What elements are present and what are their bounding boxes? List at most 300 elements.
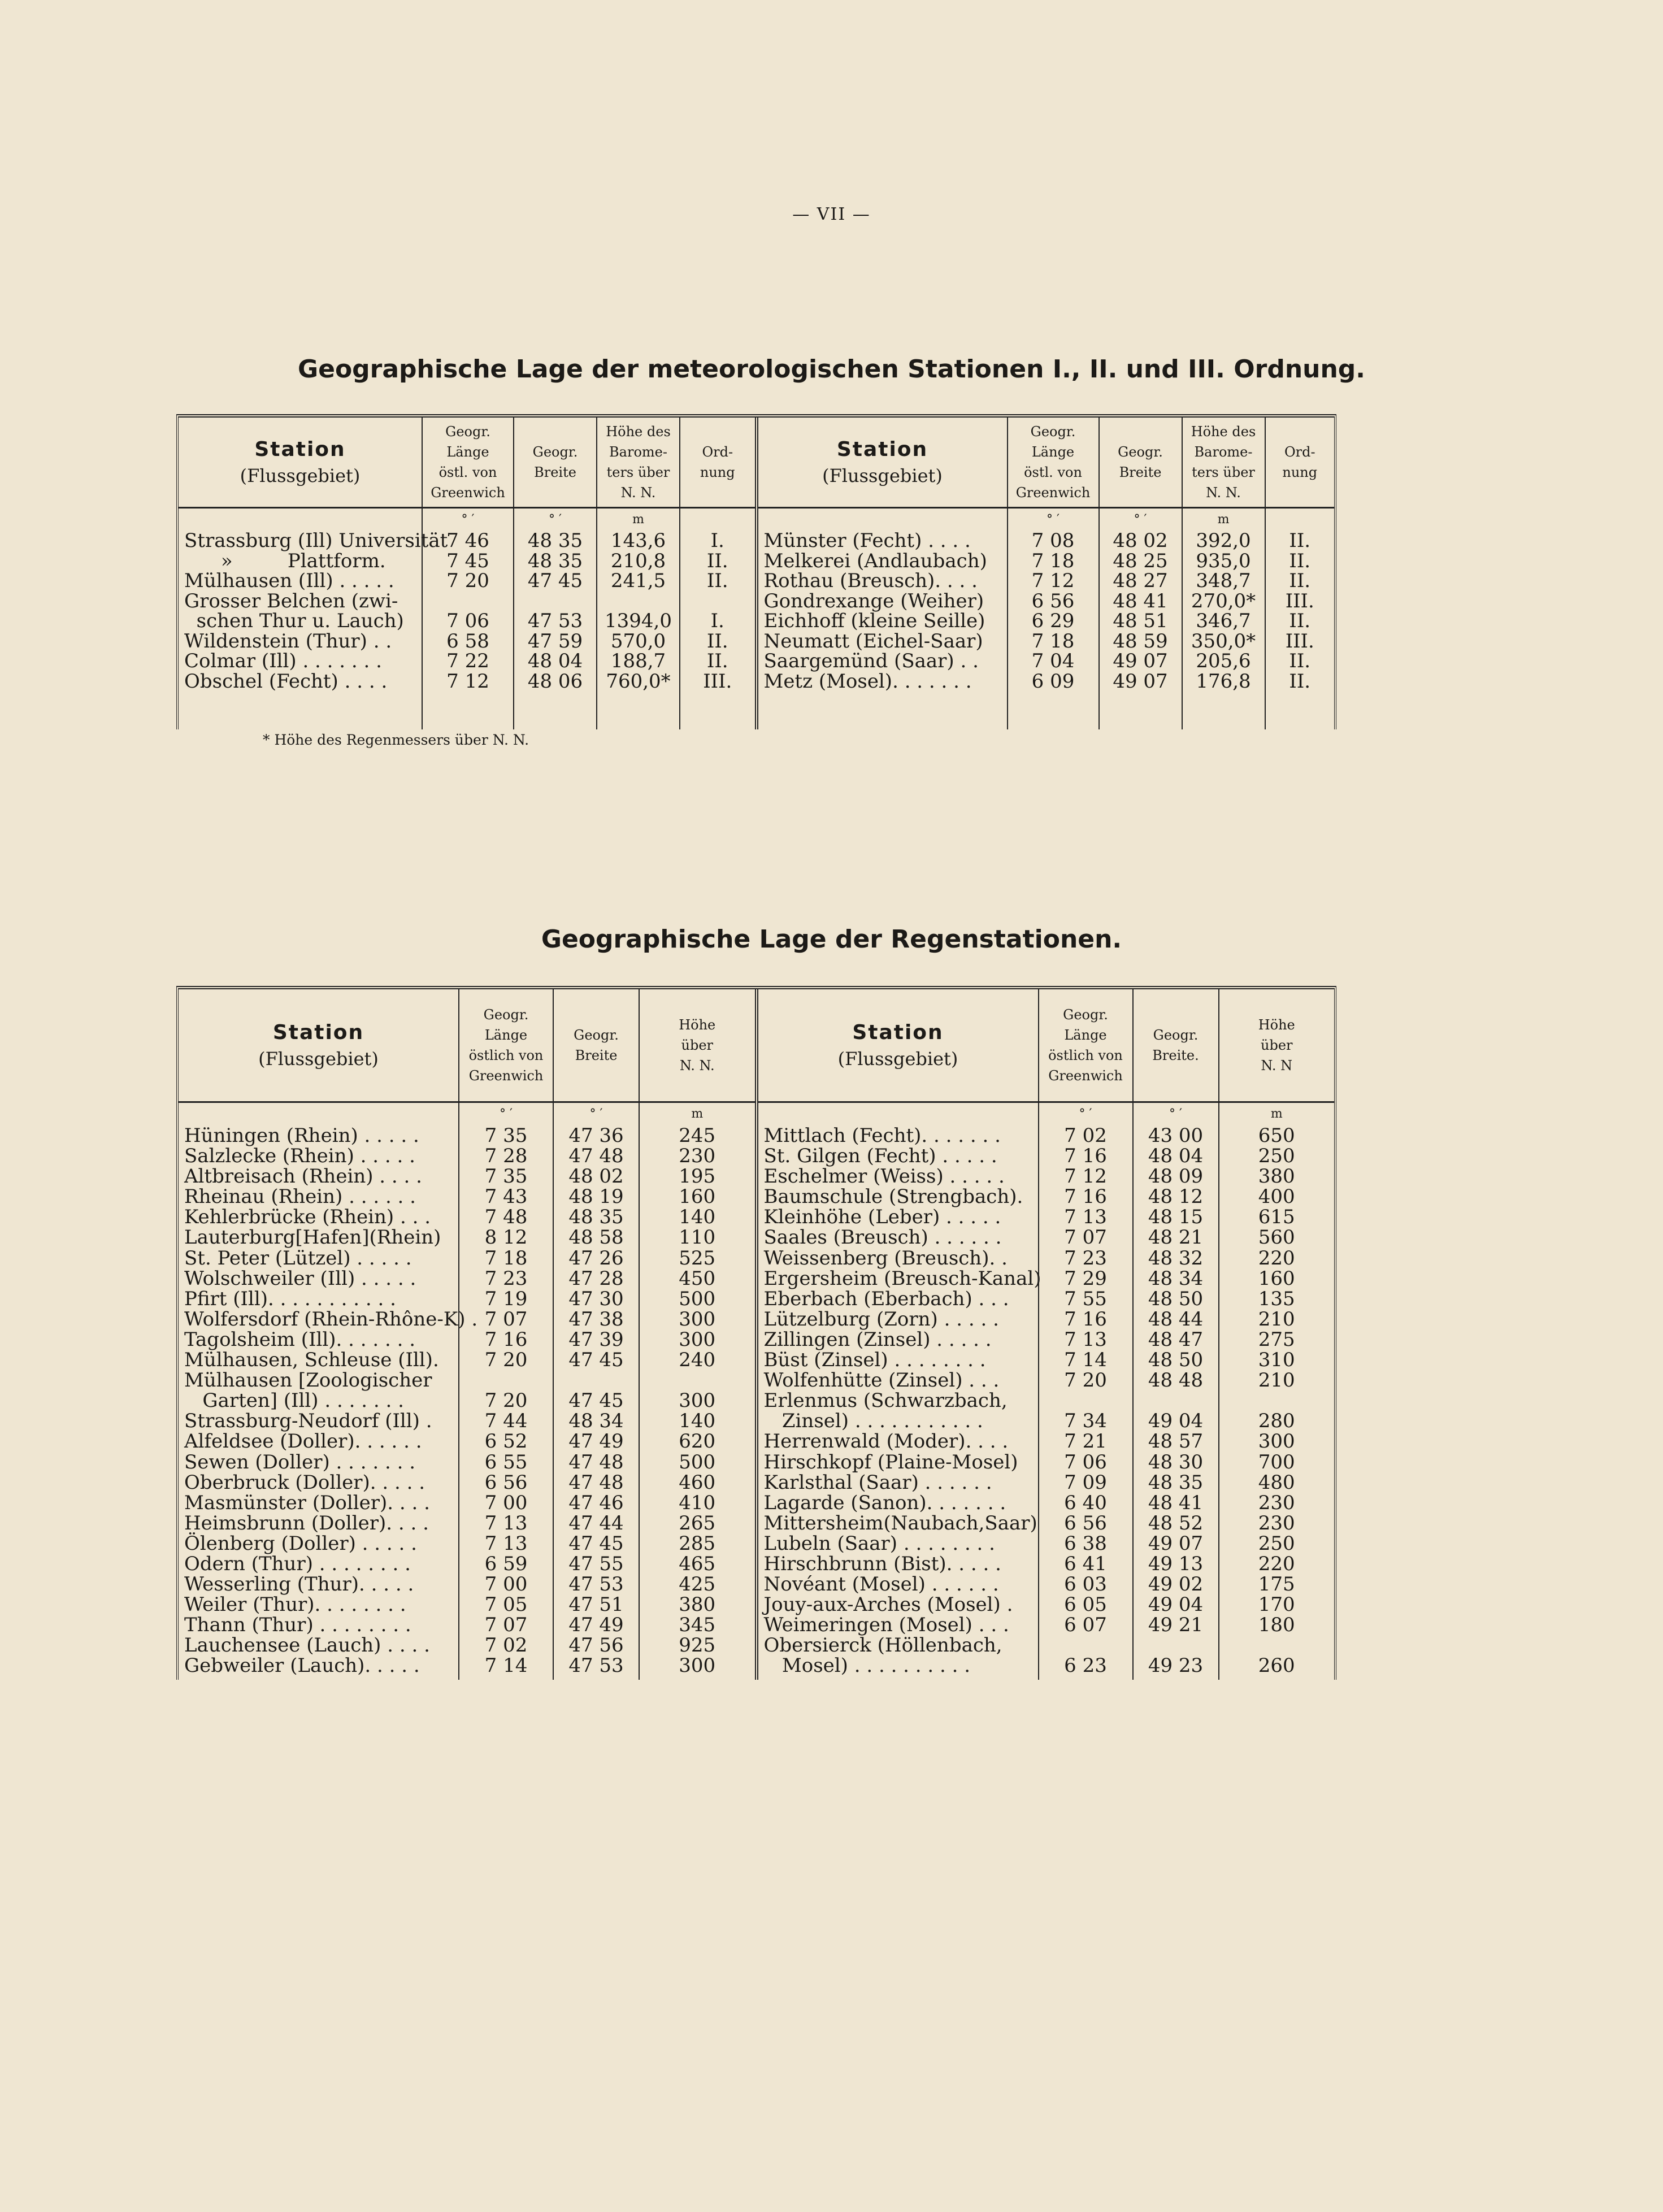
breite-value: 48 50 — [1148, 1287, 1204, 1310]
breite-value: 48 41 — [1113, 589, 1168, 612]
ordnung-value: II. — [706, 629, 728, 653]
station-name: Odern (Thur) . . . . . . . . — [184, 1552, 411, 1575]
hoehe-value — [1219, 1390, 1335, 1411]
breite-value: 48 30 — [1148, 1450, 1204, 1474]
breite-header: Geogr. Breite — [1100, 418, 1182, 509]
laenge-value: 7 20 — [446, 570, 489, 592]
hoehe-value: 300 — [679, 1389, 716, 1413]
station-name: Tagolsheim (Ill). . . . . . . — [184, 1328, 416, 1351]
laenge-value: 7 07 — [484, 1614, 528, 1637]
hoehe-header: Höhe des Barome- ters über N. N. — [597, 418, 679, 509]
hoehe-value — [597, 592, 679, 612]
hoehe-value: 300 — [679, 1328, 716, 1351]
hoehe-value: 380 — [1258, 1165, 1295, 1188]
laenge-value: 6 55 — [484, 1450, 528, 1474]
station-name: Saales (Breusch) . . . . . . — [763, 1226, 1002, 1249]
breite-value: 47 46 — [568, 1491, 624, 1514]
hoehe-value: 285 — [679, 1532, 716, 1555]
hoehe-header: Höhe über N. N — [1219, 989, 1335, 1103]
laenge-value: 7 18 — [484, 1246, 528, 1270]
hoehe-value: 392,0 — [1196, 529, 1251, 552]
laenge-value: 8 12 — [484, 1226, 528, 1249]
laenge-value — [1039, 1635, 1132, 1655]
station-name: Strassburg (Ill) Universität — [184, 529, 448, 552]
station-name: Zillingen (Zinsel) . . . . . — [763, 1328, 992, 1351]
hoehe-value: 280 — [1258, 1410, 1295, 1433]
laenge-header: Geogr. Länge östl. von Greenwich — [1008, 418, 1098, 509]
laenge-value — [459, 1370, 553, 1390]
breite-value: 48 35 — [568, 1206, 624, 1229]
hoehe-value: 230 — [1258, 1511, 1295, 1535]
laenge-value: 6 05 — [1064, 1593, 1107, 1616]
laenge-header: Geogr. Länge östl. von Greenwich — [423, 418, 513, 509]
hoehe-value: 425 — [679, 1573, 716, 1596]
laenge-value: 7 04 — [1031, 650, 1075, 672]
breite-value: 47 48 — [568, 1471, 624, 1494]
ordnung-value: II. — [1289, 650, 1311, 672]
laenge-value: 7 35 — [484, 1165, 528, 1188]
hoehe-value: 176,8 — [1196, 670, 1251, 693]
breite-value: 48 25 — [1113, 549, 1168, 572]
breite-value: 48 19 — [568, 1185, 624, 1209]
ordnung-value: III. — [703, 670, 732, 693]
laenge-value: 7 13 — [484, 1511, 528, 1535]
breite-value: 48 47 — [1148, 1328, 1204, 1351]
station-name: Hirschkopf (Plaine-Mosel) — [763, 1450, 1018, 1474]
laenge-value: 7 20 — [1064, 1369, 1107, 1392]
ordnung-value: II. — [1289, 549, 1311, 572]
laenge-value: 7 16 — [1064, 1145, 1107, 1168]
station-name: Altbreisach (Rhein) . . . . — [184, 1165, 422, 1188]
station-name: Salzlecke (Rhein) . . . . . — [184, 1145, 415, 1168]
hoehe-value: 188,7 — [610, 650, 666, 672]
station-name: Colmar (Ill) . . . . . . . — [184, 650, 382, 672]
rain-stations-table — [176, 986, 1336, 1680]
station-name: Mosel) . . . . . . . . . . — [763, 1654, 971, 1678]
laenge-header: Geogr. Länge östlich von Greenwich — [459, 989, 553, 1103]
station-name: Weimeringen (Mosel) . . . — [763, 1614, 1009, 1637]
breite-value: 48 02 — [568, 1165, 624, 1188]
breite-value: 47 45 — [568, 1389, 624, 1413]
breite-value: 48 41 — [1148, 1491, 1204, 1514]
station-name: Jouy-aux-Arches (Mosel) . — [763, 1593, 1013, 1616]
laenge-value: 7 23 — [484, 1267, 528, 1290]
laenge-value: 7 02 — [484, 1634, 528, 1657]
table1-left-half — [179, 418, 758, 729]
station-name: Karlsthal (Saar) . . . . . . — [763, 1471, 992, 1494]
hoehe-value: 140 — [679, 1206, 716, 1229]
table1-right-half — [758, 418, 1335, 729]
laenge-value: 6 41 — [1064, 1552, 1107, 1575]
hoehe-value: 160 — [1258, 1267, 1295, 1290]
hoehe-column: Höhe über N. N m 650 250 380 400 615 560 220 160 135 210 275 310 210 280 300 700 480 230 230 250 220 175 170 180 260 — [1218, 989, 1335, 1680]
table2-right-half — [758, 989, 1335, 1680]
laenge-value: 7 48 — [484, 1206, 528, 1229]
station-name: Ölenberg (Doller) . . . . . — [184, 1532, 417, 1555]
station-name: Wolfersdorf (Rhein-Rhône-K) . — [184, 1307, 478, 1331]
breite-value: 47 56 — [568, 1634, 624, 1657]
laenge-value: 7 45 — [446, 549, 489, 572]
breite-value: 47 44 — [568, 1511, 624, 1535]
station-name: Alfeldsee (Doller). . . . . . — [184, 1430, 422, 1453]
laenge-value: 6 38 — [1064, 1532, 1107, 1555]
hoehe-value: 210,8 — [610, 549, 666, 572]
hoehe-value: 310 — [1258, 1349, 1295, 1372]
laenge-header: Geogr. Länge östlich von Greenwich — [1039, 989, 1132, 1103]
ordnung-value: III. — [1285, 629, 1314, 653]
station-column — [179, 418, 448, 729]
laenge-value: 7 16 — [484, 1328, 528, 1351]
breite-value: 48 44 — [1148, 1307, 1204, 1331]
laenge-value: 7 44 — [484, 1410, 528, 1433]
station-header: Station (Flussgebiet) — [758, 418, 1007, 509]
breite-value: 48 06 — [527, 670, 583, 693]
breite-value: 49 02 — [1148, 1573, 1204, 1596]
breite-value: 49 23 — [1148, 1654, 1204, 1678]
laenge-value: 7 19 — [484, 1287, 528, 1310]
hoehe-value: 348,7 — [1196, 570, 1251, 592]
laenge-value: 7 00 — [484, 1573, 528, 1596]
breite-value — [514, 592, 596, 612]
hoehe-value: 205,6 — [1196, 650, 1251, 672]
breite-value: 47 59 — [527, 629, 583, 653]
breite-value: 47 26 — [568, 1246, 624, 1270]
station-name: Oberbruck (Doller). . . . . — [184, 1471, 425, 1494]
ordnung-header: Ord- nung — [1266, 418, 1335, 509]
station-column — [179, 989, 478, 1680]
laenge-value: 7 07 — [1064, 1226, 1107, 1249]
laenge-value: 7 12 — [1031, 570, 1075, 592]
hoehe-header: Höhe des Barome- ters über N. N. — [1183, 418, 1265, 509]
laenge-value: 6 29 — [1031, 610, 1075, 632]
laenge-value — [423, 592, 513, 612]
hoehe-value: 110 — [679, 1226, 716, 1249]
ordnung-value: I. — [710, 529, 724, 552]
hoehe-value: 620 — [679, 1430, 716, 1453]
ordnung-value — [680, 592, 755, 612]
hoehe-value: 241,5 — [610, 570, 666, 592]
laenge-value: 6 59 — [484, 1552, 528, 1575]
hoehe-value: 650 — [1258, 1124, 1295, 1147]
laenge-value: 7 43 — [484, 1185, 528, 1209]
breite-value: 47 53 — [568, 1573, 624, 1596]
hoehe-value: 300 — [679, 1307, 716, 1331]
hoehe-value: 570,0 — [610, 629, 666, 653]
breite-value: 49 07 — [1113, 650, 1168, 672]
breite-value: 47 49 — [568, 1430, 624, 1453]
station-names — [179, 1124, 478, 1678]
hoehe-value: 180 — [1258, 1614, 1295, 1637]
station-name: Strassburg-Neudorf (Ill) . — [184, 1410, 432, 1433]
station-name: Kehlerbrücke (Rhein) . . . — [184, 1206, 431, 1229]
laenge-value: 6 58 — [446, 629, 489, 653]
ordnung-value: II. — [1289, 570, 1311, 592]
station-name: St. Peter (Lützel) . . . . . — [184, 1246, 412, 1270]
breite-value: 47 53 — [527, 610, 583, 632]
laenge-value: 7 13 — [1064, 1328, 1107, 1351]
station-name: Mülhausen (Ill) . . . . . — [184, 570, 394, 592]
ordnung-value: II. — [706, 650, 728, 672]
laenge-value: 7 55 — [1064, 1287, 1107, 1310]
hoehe-value: 480 — [1258, 1471, 1295, 1494]
station-name: Grosser Belchen (zwi- — [184, 589, 398, 612]
station-name: Lubeln (Saar) . . . . . . . . — [763, 1532, 995, 1555]
hoehe-value: 220 — [1258, 1246, 1295, 1270]
hoehe-header: Höhe über N. N. — [640, 989, 755, 1103]
footnote: * Höhe des Regenmessers über N. N. — [263, 732, 529, 748]
laenge-value: 7 08 — [1031, 529, 1075, 552]
station-name: Eberbach (Eberbach) . . . — [763, 1287, 1009, 1310]
breite-value: 48 59 — [1113, 629, 1168, 653]
station-header: Station (Flussgebiet) — [179, 418, 422, 509]
laenge-value: 6 56 — [484, 1471, 528, 1494]
station-name: Münster (Fecht) . . . . — [763, 529, 971, 552]
station-name: schen Thur u. Lauch) — [184, 610, 404, 632]
laenge-value: 7 21 — [1064, 1430, 1107, 1453]
breite-value: 48 34 — [568, 1410, 624, 1433]
station-name: Lagarde (Sanon). . . . . . . — [763, 1491, 1006, 1514]
breite-column: Geogr. Breite ° ′ 47 36 47 48 48 02 48 19 48 35 48 58 47 26 47 28 47 30 47 38 47 39 47 45 47 45 48 34 47 49 47 48 47 48 47 46 47 44 47 45 47 55 47 53 47 51 47 49 47 56 47 53 — [553, 989, 639, 1680]
table2-left-half — [179, 989, 758, 1680]
laenge-value: 7 07 — [484, 1307, 528, 1331]
station-name: Lauchensee (Lauch) . . . . — [184, 1634, 430, 1657]
station-name: Mülhausen, Schleuse (Ill). — [184, 1349, 439, 1372]
breite-value: 48 32 — [1148, 1246, 1204, 1270]
laenge-value: 7 46 — [446, 529, 489, 552]
breite-value: 48 09 — [1148, 1165, 1204, 1188]
page-number: — VII — — [792, 205, 871, 224]
breite-value — [1134, 1635, 1218, 1655]
breite-value: 47 39 — [568, 1328, 624, 1351]
laenge-column: Geogr. Länge östlich von Greenwich ° ′ 7 02 7 16 7 12 7 16 7 13 7 07 7 23 7 29 7 55 7 16 7 13 7 14 7 20 7 34 7 21 7 06 7 09 6 40 6 56 6 38 6 41 6 03 6 05 6 07 6 23 — [1038, 989, 1132, 1680]
station-name: Kleinhöhe (Leber) . . . . . — [763, 1206, 1001, 1229]
station-name: Herrenwald (Moder). . . . — [763, 1430, 1009, 1453]
hoehe-value: 300 — [679, 1654, 716, 1678]
hoehe-value: 560 — [1258, 1226, 1295, 1249]
laenge-value: 7 14 — [1064, 1349, 1107, 1372]
station-name: Erlenmus (Schwarzbach, — [763, 1389, 1008, 1413]
breite-value: 49 04 — [1148, 1410, 1204, 1433]
station-names — [758, 1124, 1041, 1678]
laenge-value: 7 16 — [1064, 1185, 1107, 1209]
hoehe-column: Höhe über N. N. m 245 230 195 160 140 110 525 450 500 300 300 240 300 140 620 500 460 410 265 285 465 425 380 345 925 300 — [639, 989, 755, 1680]
laenge-value: 6 56 — [1064, 1511, 1107, 1535]
station-name: Lützelburg (Zorn) . . . . . — [763, 1307, 999, 1331]
hoehe-value: 1394,0 — [605, 610, 672, 632]
station-name: Wesserling (Thur). . . . . — [184, 1573, 414, 1596]
hoehe-value: 170 — [1258, 1593, 1295, 1616]
hoehe-value: 240 — [679, 1349, 716, 1372]
station-name: Mittlach (Fecht). . . . . . . — [763, 1124, 1001, 1147]
laenge-value — [1039, 1390, 1132, 1411]
station-name: Mülhausen [Zoologischer — [184, 1369, 432, 1392]
hoehe-value: 935,0 — [1196, 549, 1251, 572]
table1-title: Geographische Lage der meteorologischen Stationen I., II. und III. Ordnung. — [297, 355, 1365, 384]
ordnung-value: III. — [1285, 589, 1314, 612]
hoehe-value: 925 — [679, 1634, 716, 1657]
hoehe-value: 700 — [1258, 1450, 1295, 1474]
station-name: Lauterburg[Hafen](Rhein) — [184, 1226, 441, 1249]
station-name: Wolfenhütte (Zinsel) . . . — [763, 1369, 1000, 1392]
breite-value: 47 28 — [568, 1267, 624, 1290]
laenge-value: 7 12 — [446, 670, 489, 693]
breite-value: 48 15 — [1148, 1206, 1204, 1229]
hoehe-value: 135 — [1258, 1287, 1295, 1310]
breite-value — [1134, 1390, 1218, 1411]
station-name: Sewen (Doller) . . . . . . . — [184, 1450, 416, 1474]
laenge-value: 7 12 — [1064, 1165, 1107, 1188]
station-column — [758, 418, 1007, 729]
laenge-value: 7 02 — [1064, 1124, 1107, 1147]
breite-value: 48 04 — [1148, 1145, 1204, 1168]
station-name: Wildenstein (Thur) . . — [184, 629, 392, 653]
station-name: Büst (Zinsel) . . . . . . . . — [763, 1349, 986, 1372]
laenge-value: 6 07 — [1064, 1614, 1107, 1637]
station-name: Heimsbrunn (Doller). . . . — [184, 1511, 429, 1535]
hoehe-column: Höhe des Barome- ters über N. N. m 143,6 210,8 241,5 1394,0 570,0 188,7 760,0* — [596, 418, 679, 729]
table2-title: Geographische Lage der Regenstationen. — [541, 925, 1122, 954]
breite-value: 47 30 — [568, 1287, 624, 1310]
hoehe-value: 300 — [1258, 1430, 1295, 1453]
laenge-value: 6 56 — [1031, 589, 1075, 612]
hoehe-value: 195 — [679, 1165, 716, 1188]
breite-value: 48 51 — [1113, 610, 1168, 632]
hoehe-value: 160 — [679, 1185, 716, 1209]
hoehe-value: 760,0* — [606, 670, 671, 693]
station-name: Rheinau (Rhein) . . . . . . — [184, 1185, 416, 1209]
station-names — [179, 529, 448, 693]
breite-value: 48 50 — [1148, 1349, 1204, 1372]
station-name: Metz (Mosel). . . . . . . — [763, 670, 972, 693]
hoehe-value: 460 — [679, 1471, 716, 1494]
station-name: St. Gilgen (Fecht) . . . . . — [763, 1145, 997, 1168]
laenge-column: Geogr. Länge östl. von Greenwich ° ′ 7 08 7 18 7 12 6 56 6 29 7 18 7 04 6 09 — [1007, 418, 1098, 729]
hoehe-value: 346,7 — [1196, 610, 1251, 632]
breite-header: Geogr. Breite — [554, 989, 639, 1103]
laenge-value: 6 52 — [484, 1430, 528, 1453]
hoehe-value: 175 — [1258, 1573, 1295, 1596]
station-name: » Plattform. — [184, 549, 386, 572]
hoehe-value: 270,0* — [1191, 589, 1256, 612]
breite-header: Geogr. Breite. — [1134, 989, 1218, 1103]
hoehe-value: 380 — [679, 1593, 716, 1616]
breite-value: 49 07 — [1113, 670, 1168, 693]
hoehe-value: 250 — [1258, 1145, 1295, 1168]
laenge-value: 7 09 — [1064, 1471, 1107, 1494]
breite-value: 47 38 — [568, 1307, 624, 1331]
station-name: Thann (Thur) . . . . . . . . — [184, 1614, 411, 1637]
station-name: Obersierck (Höllenbach, — [763, 1634, 1002, 1657]
station-name: Pfirt (Ill). . . . . . . . . . . — [184, 1287, 396, 1310]
station-name: Melkerei (Andlaubach) — [763, 549, 987, 572]
laenge-value: 7 13 — [484, 1532, 528, 1555]
laenge-value: 7 13 — [1064, 1206, 1107, 1229]
breite-value: 48 48 — [1148, 1369, 1204, 1392]
ordnung-value: I. — [710, 610, 724, 632]
laenge-value: 6 40 — [1064, 1491, 1107, 1514]
breite-value: 47 55 — [568, 1552, 624, 1575]
hoehe-value: 250 — [1258, 1532, 1295, 1555]
breite-value: 48 27 — [1113, 570, 1168, 592]
breite-value: 48 12 — [1148, 1185, 1204, 1209]
breite-value: 47 45 — [568, 1349, 624, 1372]
station-name: Saargemünd (Saar) . . — [763, 650, 979, 672]
hoehe-value: 230 — [1258, 1491, 1295, 1514]
breite-value: 48 35 — [527, 529, 583, 552]
laenge-value: 7 05 — [484, 1593, 528, 1616]
hoehe-value: 465 — [679, 1552, 716, 1575]
station-name: Weissenberg (Breusch). . — [763, 1246, 1008, 1270]
station-name: Garten] (Ill) . . . . . . . — [184, 1389, 404, 1413]
laenge-value: 7 28 — [484, 1145, 528, 1168]
ordnung-value: II. — [706, 549, 728, 572]
ordnung-value: II. — [706, 570, 728, 592]
hoehe-value: 500 — [679, 1287, 716, 1310]
ordnung-header: Ord- nung — [680, 418, 755, 509]
laenge-value: 6 23 — [1064, 1654, 1107, 1678]
breite-value: 48 52 — [1148, 1511, 1204, 1535]
breite-column: Geogr. Breite. ° ′ 43 00 48 04 48 09 48 12 48 15 48 21 48 32 48 34 48 50 48 44 48 47 48 50 48 48 49 04 48 57 48 30 48 35 48 41 48 52 49 07 49 13 49 02 49 04 49 21 49 23 — [1132, 989, 1218, 1680]
hoehe-value: 265 — [679, 1511, 716, 1535]
hoehe-value: 220 — [1258, 1552, 1295, 1575]
hoehe-value: 143,6 — [610, 529, 666, 552]
station-name: Hirschbrunn (Bist). . . . . — [763, 1552, 1001, 1575]
breite-header: Geogr. Breite — [514, 418, 596, 509]
laenge-column: Geogr. Länge östlich von Greenwich ° ′ 7 35 7 28 7 35 7 43 7 48 8 12 7 18 7 23 7 19 7 07 7 16 7 20 7 20 7 44 6 52 6 55 6 56 7 00 7 13 7 13 6 59 7 00 7 05 7 07 7 02 7 14 — [458, 989, 553, 1680]
hoehe-column: Höhe des Barome- ters über N. N. m 392,0 935,0 348,7 270,0* 346,7 350,0* 205,6 176,8 — [1182, 418, 1265, 729]
station-name: Mittersheim(Naubach,Saar) — [763, 1511, 1037, 1535]
hoehe-value: 450 — [679, 1267, 716, 1290]
breite-value: 48 35 — [1148, 1471, 1204, 1494]
station-name: Novéant (Mosel) . . . . . . — [763, 1573, 999, 1596]
ordnung-column — [1265, 418, 1335, 729]
hoehe-value: 410 — [679, 1491, 716, 1514]
breite-value: 47 45 — [568, 1532, 624, 1555]
laenge-value: 7 00 — [484, 1491, 528, 1514]
hoehe-value — [1219, 1635, 1335, 1655]
breite-value: 43 00 — [1148, 1124, 1204, 1147]
station-name: Masmünster (Doller). . . . — [184, 1491, 430, 1514]
laenge-value: 7 20 — [484, 1349, 528, 1372]
breite-value: 48 34 — [1148, 1267, 1204, 1290]
ordnung-value: II. — [1289, 610, 1311, 632]
station-name: Obschel (Fecht) . . . . — [184, 670, 388, 693]
hoehe-value: 260 — [1258, 1654, 1295, 1678]
laenge-value: 7 35 — [484, 1124, 528, 1147]
station-name: Gondrexange (Weiher) — [763, 589, 984, 612]
station-name: Rothau (Breusch). . . . — [763, 570, 978, 592]
station-name: Wolschweiler (Ill) . . . . . — [184, 1267, 416, 1290]
station-header: Station (Flussgebiet) — [179, 989, 458, 1103]
laenge-value: 7 06 — [446, 610, 489, 632]
ordnung-value: II. — [1289, 529, 1311, 552]
hoehe-value: 400 — [1258, 1185, 1295, 1209]
breite-value: 49 13 — [1148, 1552, 1204, 1575]
laenge-value: 7 29 — [1064, 1267, 1107, 1290]
breite-value: 49 07 — [1148, 1532, 1204, 1555]
station-name: Weiler (Thur). . . . . . . . — [184, 1593, 406, 1616]
hoehe-value: 345 — [679, 1614, 716, 1637]
breite-value: 49 04 — [1148, 1593, 1204, 1616]
station-name: Hüningen (Rhein) . . . . . — [184, 1124, 419, 1147]
breite-column: Geogr. Breite ° ′ 48 35 48 35 47 45 47 53 47 59 48 04 48 06 — [513, 418, 596, 729]
laenge-value: 7 34 — [1064, 1410, 1107, 1433]
breite-value: 47 48 — [568, 1145, 624, 1168]
hoehe-value: 525 — [679, 1246, 716, 1270]
breite-value: 49 21 — [1148, 1614, 1204, 1637]
laenge-value: 6 09 — [1031, 670, 1075, 693]
station-name: Neumatt (Eichel-Saar) — [763, 629, 983, 653]
